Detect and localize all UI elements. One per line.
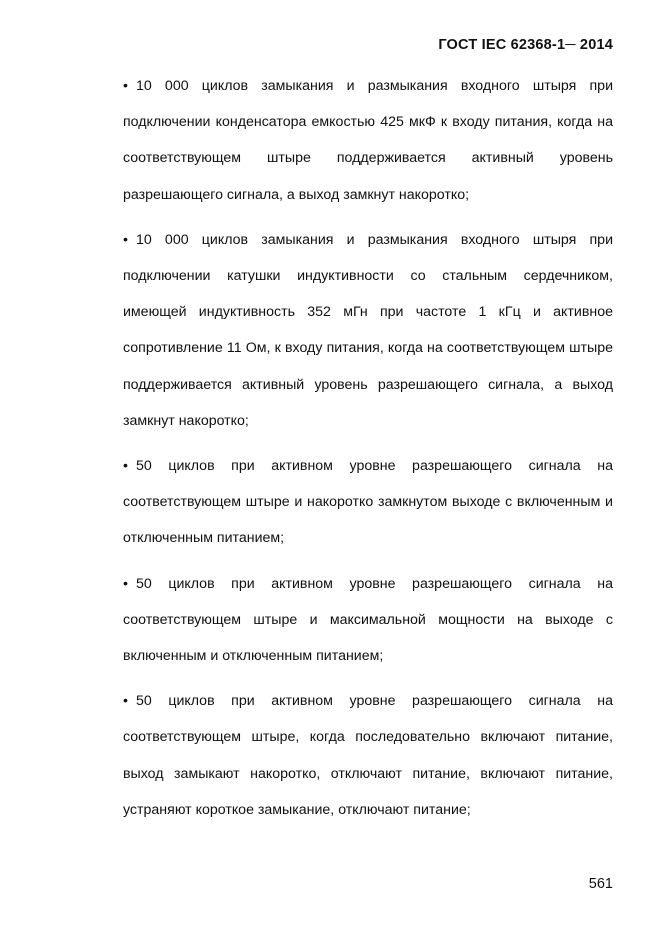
document-body (123, 68, 613, 828)
bullet-icon: • (123, 575, 128, 592)
list-item-text: 50 циклов при активном уровне разрешающего сигнала на соответствующем штыре и максимальной мощности на выходе с включенным и отключенным питанием; (123, 575, 613, 665)
bullet-icon: • (123, 78, 128, 94)
list-item-text: 50 циклов при активном уровне разрешающего сигнала на соответствующем штыре и накоротко замкнутом выходе с включенным и отключенным питанием; (123, 458, 613, 547)
list-item-text: 10 000 циклов замыкания и размыкания входного штыря при подключении катушки индуктивности со стальным сердечником, имеющей индуктивность 352 мГн при частоте 1 кГц и активное сопротивление 11 Ом, к входу питания, когда на соответствующем штыре поддерживается активный уровень разрешающего сигнала, а выход замкнут накоротко; (123, 231, 613, 429)
list-item-text: 50 циклов при активном уровне разрешающего сигнала на соответствующем штыре, когда последовательно включают питание, выход замыкают накоротко, отключают питание, включают питание, устраняют короткое замыкание, отключают питание; (123, 693, 613, 818)
bullet-icon: • (123, 693, 128, 710)
list-item (123, 566, 613, 675)
list-item (123, 222, 613, 439)
bullet-icon: • (123, 231, 128, 248)
list-item (123, 68, 613, 213)
page-number: 561 (588, 876, 613, 892)
bullet-icon: • (123, 458, 128, 475)
list-item (123, 683, 613, 828)
document-header: ГОСТ IEC 62368-1─ 2014 (438, 37, 613, 53)
list-item (123, 448, 613, 557)
list-item-text: 10 000 циклов замыкания и размыкания входного штыря при подключении конденсатора емкостью 425 мкФ к входу питания, когда на соответствующем штыре поддерживается активный уровень разрешающего сигнала, а выход замкнут накоротко; (123, 78, 613, 203)
